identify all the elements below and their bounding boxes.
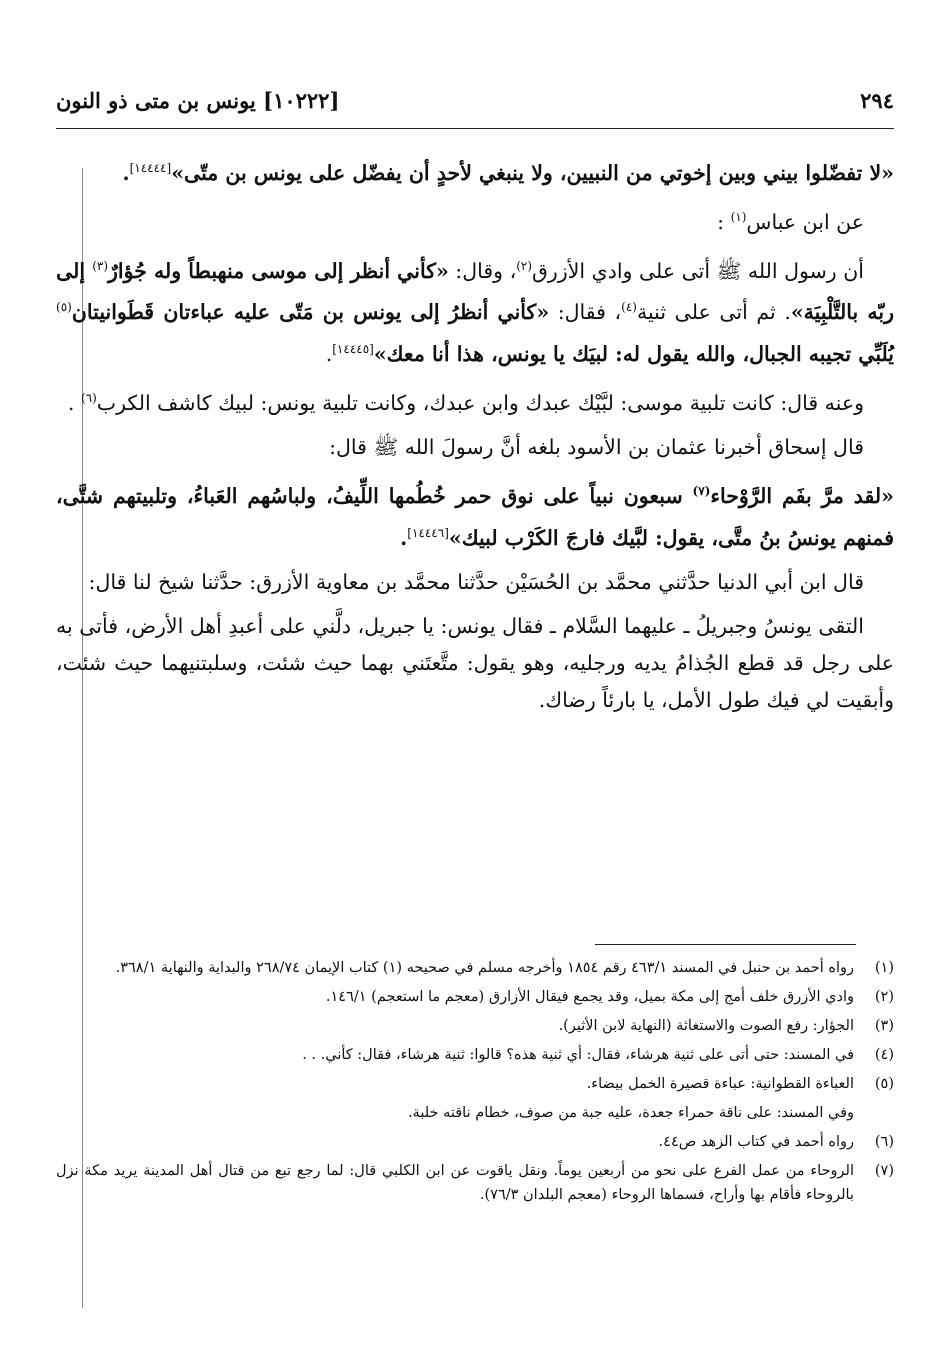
footnote-text: رواه أحمد بن حنبل في المسند ٤٦٣/١ رقم ١٨٥٤ وأخرجه مسلم في صحيحه (١) كتاب الإيمان ٢٦٨/٧٤ والبداية والنهاية ٣٦٨/١. (115, 960, 854, 976)
hadith-quote: إلى ربّه بالتَّلْبِيَة» (56, 258, 895, 325)
hadith-quote: «لقد مرَّ بفَم الرَّوْحاء (710, 483, 894, 508)
footnote-number: (٢) (874, 989, 894, 1005)
hadith-quote: سبعون نبياً على نوق حمر خُطُمها اللِّيفُ، ولباسُهم العَباءُ، وتلبيتهم شتَّى، فمنهم يونسُ بنُ متَّى، يقول: لبَّيك فارجَ الكَرْب لبيك» (56, 483, 894, 550)
text-segment: أن رسول الله ﷺ أتى على وادي الأزرق (532, 258, 864, 283)
hadith-ref: [١٤٤٤٤] (129, 161, 172, 175)
hadith-ref: [١٤٤٤٥] (332, 342, 374, 357)
footnote-marker: (٢) (516, 258, 533, 273)
footnote-marker: (٣) (92, 258, 109, 273)
text-segment: قال ابن أبي الدنيا حدَّثني محمَّد بن الحُسَيْن حدَّثنا محمَّد بن معاوية الأزرق: حدَّثنا شيخ لنا قال: (88, 569, 864, 594)
footnote-item (56, 1072, 894, 1096)
header-rule (56, 128, 894, 129)
text-segment: قال إسحاق أخبرنا عثمان بن الأسود بلغه أنَّ رسولَ الله ﷺ قال: (329, 434, 864, 459)
footnote-separator (595, 944, 856, 945)
footnote-item (56, 956, 894, 980)
page-header (56, 88, 894, 122)
narration-paragraph-7 (56, 608, 894, 719)
footnote-text: الجؤار: رفع الصوت والاستغاثة (النهاية لابن الأثير). (558, 1018, 854, 1034)
footnote-text: في المسند: حتى أتى على ثنية هرشاء، فقال: أي ثنية هذه؟ قالوا: ثنية هرشاء، فقال: كأني. . . (302, 1047, 854, 1063)
text-segment: . ثم أتى على ثنية (636, 300, 791, 325)
text-segment: وعنه قال: كانت تلبية موسى: لبَّيْك عبدك وابن عبدك، وكانت تلبية يونس: لبيك كاشف الكرب (96, 390, 864, 415)
footnotes (56, 956, 894, 1212)
punctuation: : (717, 209, 731, 234)
narration-paragraph-6 (56, 564, 894, 601)
running-title: [١٠٢٢٢] يونس بن متى ذو النون (56, 88, 340, 113)
footnote-marker: (٧) (692, 483, 711, 498)
hadith-ref: [١٤٤٤٦] (407, 525, 449, 540)
text-segment: ، وقال: (448, 258, 517, 283)
footnote-item (56, 1014, 894, 1038)
footnote-number: (٦) (874, 1134, 894, 1150)
footnote-text: رواه أحمد في كتاب الزهد ص٤٤. (658, 1134, 854, 1150)
hadith-quote: يُلَبِّي تجيبه الجبال، والله يقول له: لبيَك يا يونس، هذا أنا معك» (373, 342, 894, 367)
punctuation: . (67, 390, 81, 415)
narrator-text: عن ابن عباس (746, 209, 864, 234)
footnote-item (56, 985, 894, 1009)
hadith-quote: «كأني أنظرُ إلى يونس بن مَتّى عليه عباءتان قَطَوانيتان (71, 300, 550, 325)
footnote-item (56, 1159, 894, 1207)
page-number: ٢٩٤ (860, 88, 894, 113)
footnote-text: العباءة القطوانية: عباءة قصيرة الخمل بيضاء. (586, 1076, 854, 1092)
footnote-number: (١) (874, 960, 894, 976)
hadith-paragraph-5: «لقد مرَّ بفَم الرَّوْحاء$^{(٧)}$ سبعون نبياً على نوق حمر خُطُمها اللِّيفُ، ولباسُهم العَباءُ، وتلبيتهم شتَّى، فمنهم يونسُ بنُ متَّى، يقول: لبَّيك فارجَ الكَرْب لبيك»[١٤٤٤٦]. (56, 483, 894, 550)
footnote-number: (٣) (874, 1018, 894, 1034)
footnote-marker: (١) (730, 209, 747, 224)
hadith-paragraph-1: «لا تفضّلوا بيني وبين إخوتي من النبيين، ولا ينبغي لأحدٍ أن يفضّل على يونس بن متّى»[١٤٤٤٤]. (122, 160, 894, 185)
narration-intro (56, 199, 894, 241)
narration-paragraph-3 (56, 380, 894, 422)
footnote-item (56, 1043, 894, 1067)
text-segment: التقى يونسُ وجبريلُ ـ عليهما السَّلام ـ فقال يونس: يا جبريل، دلَّني على أعبدِ أهل الأرض، فأتى به على رجل قد قطع الجُذامُ يديه ورجليه، وهو يقول: متَّعتَني بهما حيث شئت، وسلبتنيهما حيث شئت، وأبقيت لي فيك طول الأمل، يا بارئاً رضاك. (56, 613, 894, 712)
footnote-marker: (٥) (56, 300, 72, 315)
footnote-marker: (٤) (621, 300, 637, 315)
narration-paragraph-4 (56, 429, 894, 466)
footnote-marker: (٦) (80, 391, 97, 406)
hadith-paragraph-2: أن رسول الله ﷺ أتى على وادي الأزرق$^{(٢)}$، وقال: «كأني أنظر إلى موسى منهبطاً وله جُؤارٌ$^{(٣)}$ إلى ربّه بالتَّلْبِيَة». ثم أتى على ثنية$^{(٤)}$، فقال: «كأني أنظرُ إلى يونس بن مَتّى عليه عباءتان قَطَوانيتان$^{(٥)}$ يُلَبِّي تجيبه الجبال، والله يقول له: لبيَك يا يونس، هذا أنا معك»[١٤٤٤٥]. (56, 258, 895, 367)
footnote-number: (٤) (874, 1047, 894, 1063)
text-segment: ، فقال: (549, 300, 622, 325)
footnote-text: الروحاء من عمل الفرع على نحو من أربعين يوماً. ونقل ياقوت عن ابن الكلبي قال: لما رجع تبع من قتال أهل المدينة يريد مكة نزل بالروحاء فأقام بها وأراح، فسماها الروحاء (معجم البلدان ٧٦/٣). (56, 1163, 854, 1203)
footnote-number: (٧) (874, 1163, 894, 1179)
footnote-text: وفي المسند: على ناقة حمراء جعدة، عليه جبة من صوف، خطام ناقته خلبة. (407, 1105, 854, 1121)
hadith-text: «لا تفضّلوا بيني وبين إخوتي من النبيين، ولا ينبغي لأحدٍ أن يفضّل على يونس بن متّى» (171, 160, 894, 185)
hadith-quote: «كأني أنظر إلى موسى منهبطاً وله جُؤارٌ (108, 258, 449, 283)
footnote-item (56, 1130, 894, 1154)
footnote-number: (٥) (874, 1076, 894, 1092)
footnote-continuation (56, 1101, 894, 1125)
main-text (56, 150, 894, 726)
footnote-text: وادي الأزرق خلف أمج إلى مكة بميل، وقد يجمع فيقال الأزارق (معجم ما استعجم) ١٤٦/١. (325, 989, 854, 1005)
